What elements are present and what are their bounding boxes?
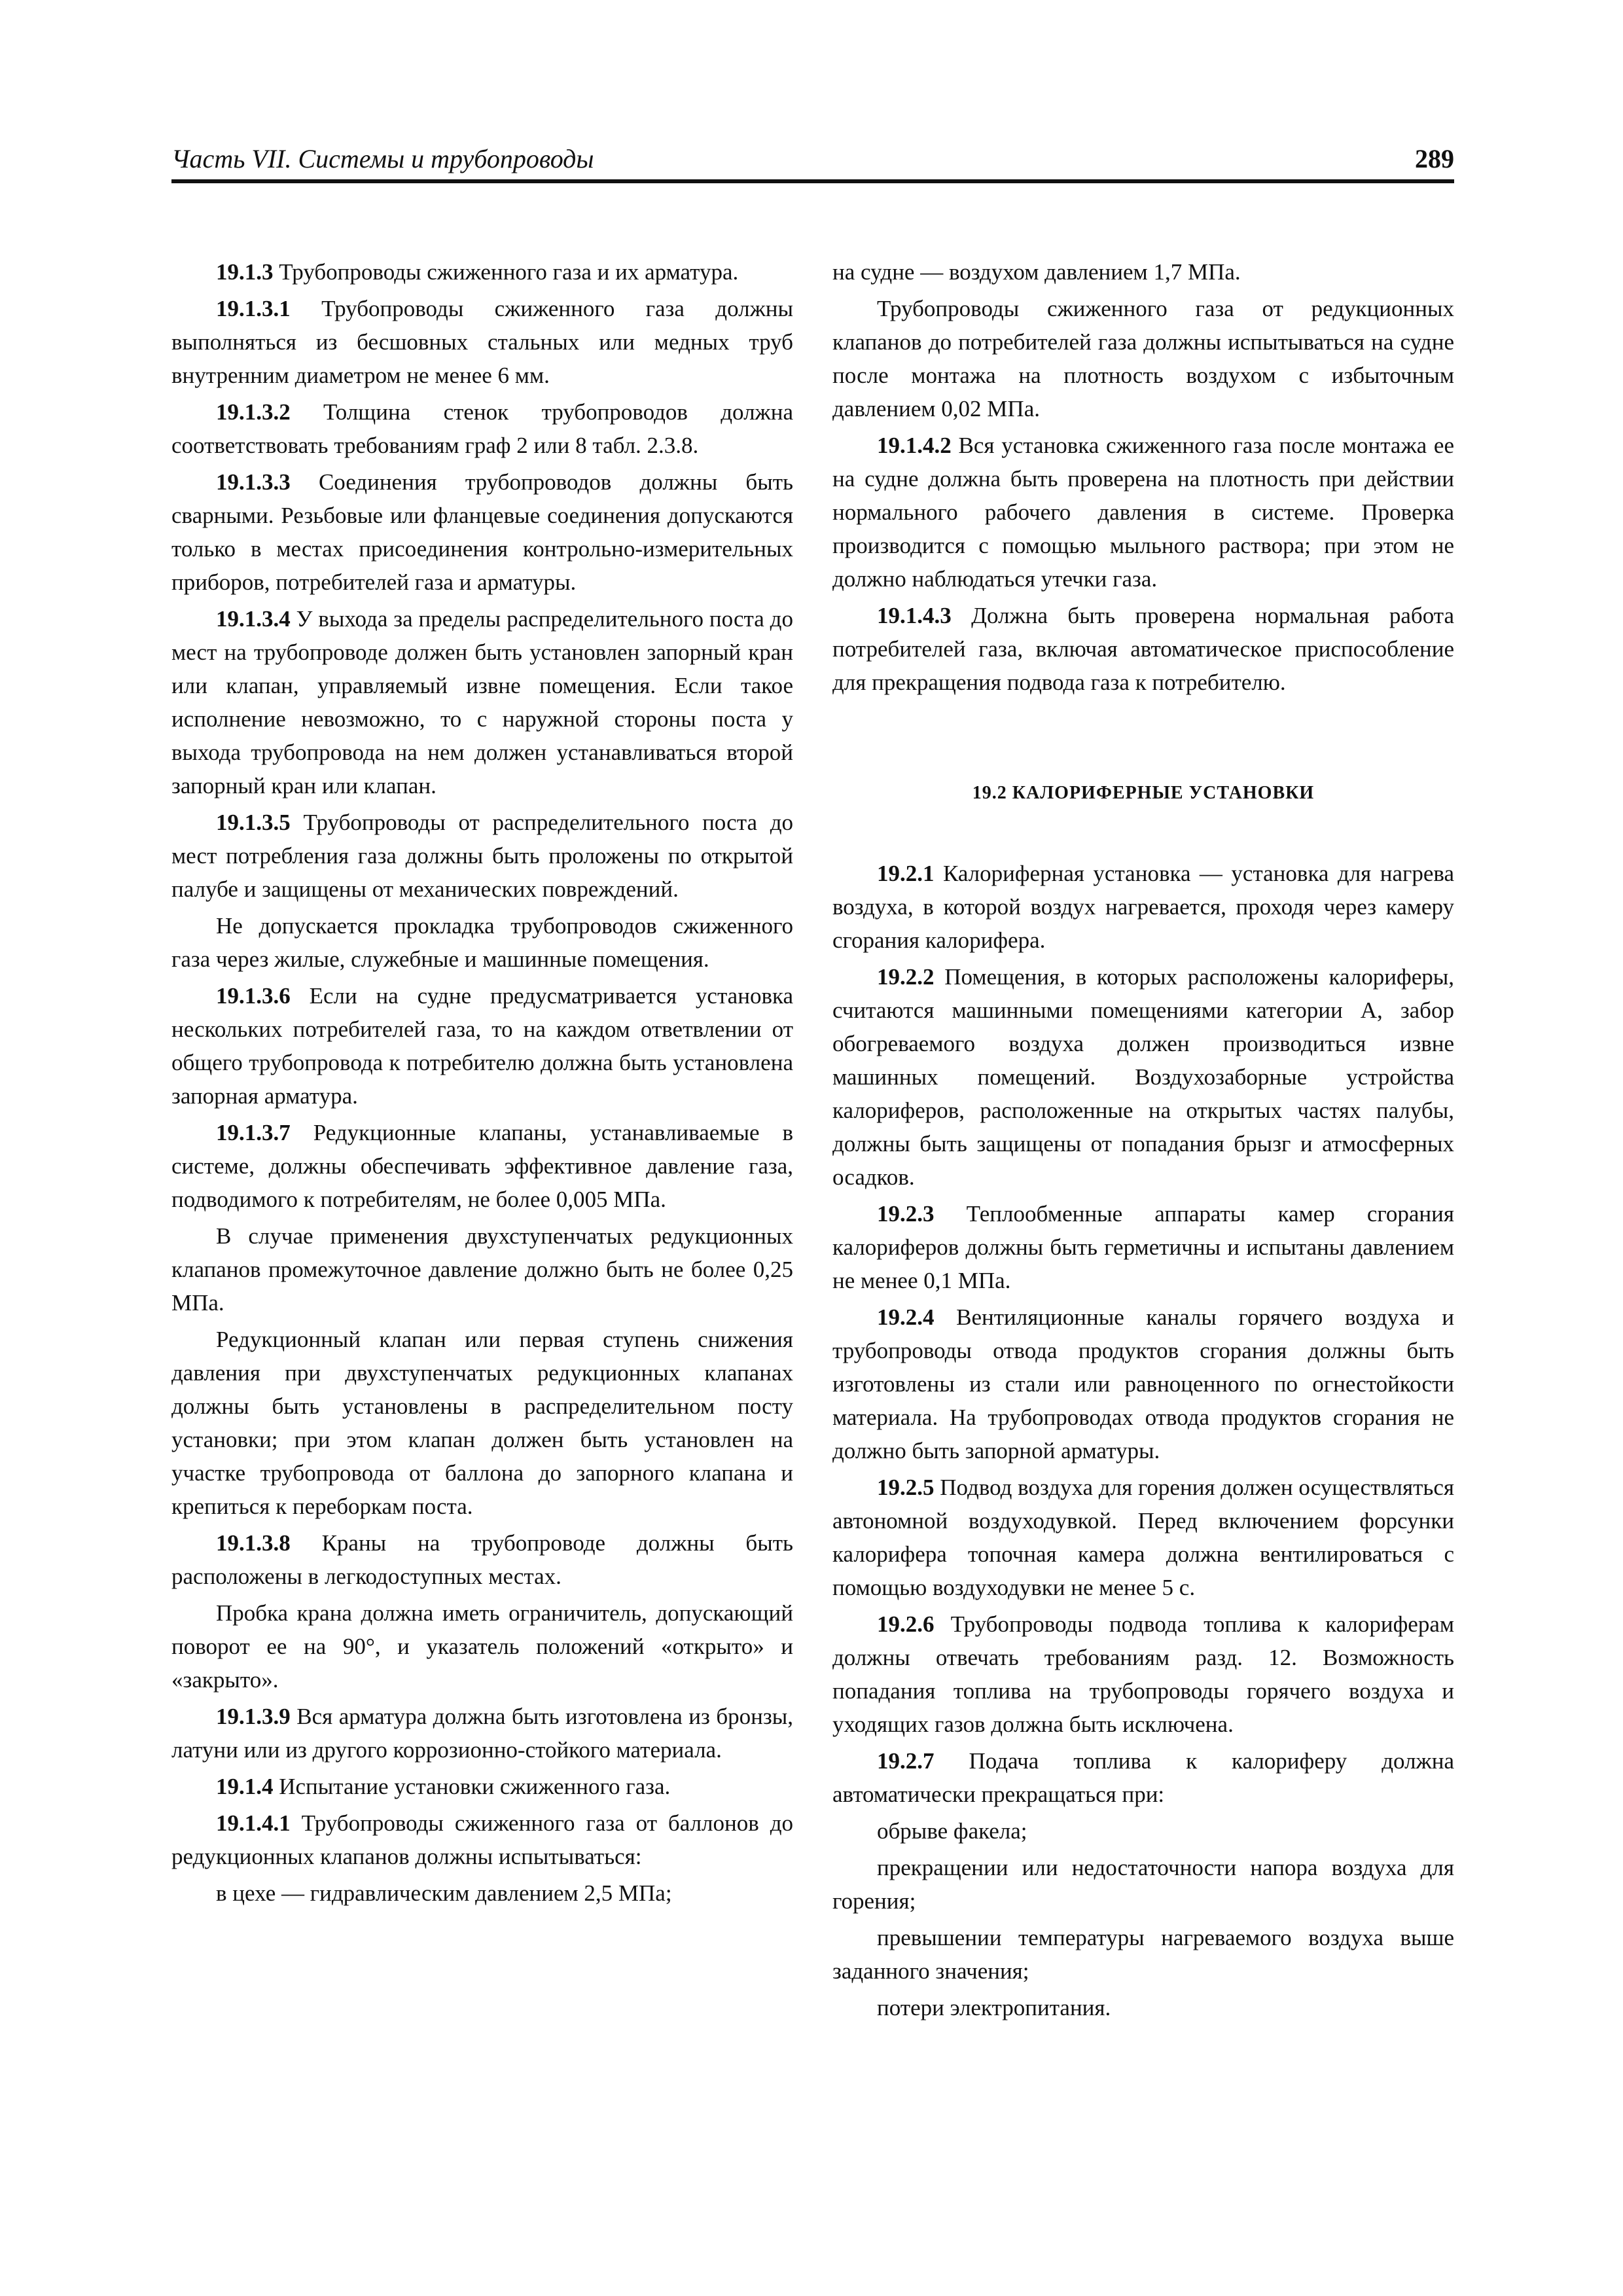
paragraph	[832, 1851, 1454, 1918]
paragraph-text: Трубопроводы сжиженного газа от баллонов до редукционных клапанов должны испытываться:	[171, 1810, 793, 1869]
paragraph	[171, 979, 793, 1113]
paragraph	[171, 255, 793, 289]
paragraph	[171, 1219, 793, 1319]
paragraph-text: Трубопроводы сжиженного газа и их арматура.	[273, 259, 739, 285]
paragraph	[832, 1197, 1454, 1297]
paragraph-text: Вся установка сжиженного газа после монтажа ее на судне должна быть проверена на плотность при действии нормального рабочего давления в системе. Проверка производится с помощью мыльного раствора; при этом не должно наблюдаться утечки газа.	[832, 433, 1454, 592]
clause-number: 19.1.4.3	[877, 603, 952, 628]
paragraph	[832, 255, 1454, 289]
paragraph-text: Трубопроводы подвода топлива к калориферам должны отвечать требованиям разд. 12. Возможность попадания топлива на трубопроводы горячего воздуха и уходящих газов должна быть исключена.	[832, 1611, 1454, 1737]
right-column	[832, 255, 1454, 2028]
paragraph	[832, 857, 1454, 957]
paragraph-text: Подача топлива к калориферу должна автоматически прекращаться при:	[832, 1748, 1454, 1807]
paragraph	[171, 1323, 793, 1523]
paragraph	[832, 960, 1454, 1194]
paragraph-text: Подвод воздуха для горения должен осуществляться автономной воздуходувкой. Перед включением форсунки калорифера топочная камера должна вентилироваться с помощью воздуходувки не менее 5 с.	[832, 1475, 1454, 1600]
paragraph-text: Редукционный клапан или первая ступень снижения давления при двухступенчатых редукционных клапанах должны быть установлены в распределительном посту установки; при этом клапан должен быть установлен на участке трубопровода от баллона до запорного клапана и крепиться к переборкам поста.	[171, 1327, 793, 1519]
left-column	[171, 255, 793, 1913]
paragraph	[171, 292, 793, 392]
paragraph-text: Если на судне предусматривается установка нескольких потребителей газа, то на каждом ответвлении от общего трубопровода к потребителю должна быть установлена запорная арматура.	[171, 983, 793, 1109]
clause-number: 19.1.3.8	[216, 1530, 291, 1556]
paragraph	[171, 1116, 793, 1216]
paragraph-text: Краны на трубопроводе должны быть расположены в легкодоступных местах.	[171, 1530, 793, 1589]
page-number: 289	[1415, 144, 1454, 173]
clause-number: 19.1.3	[216, 259, 274, 285]
paragraph-text: в цехе — гидравлическим давлением 2,5 МПа;	[216, 1880, 672, 1906]
clause-number: 19.1.4.2	[877, 433, 952, 458]
paragraph	[171, 909, 793, 976]
clause-number: 19.2.5	[877, 1475, 935, 1500]
paragraph-text: Пробка крана должна иметь ограничитель, допускающий поворот ее на 90°, и указатель положений «открыто» и «закрыто».	[171, 1600, 793, 1693]
clause-number: 19.1.3.4	[216, 606, 291, 632]
paragraph-text: Калориферная установка — установка для нагрева воздуха, в которой воздух нагревается, проходя через камеру сгорания калорифера.	[832, 861, 1454, 953]
paragraph-text: прекращении или недостаточности напора воздуха для горения;	[832, 1855, 1454, 1914]
right-column-top	[832, 255, 1454, 699]
paragraph-text: Испытание установки сжиженного газа.	[273, 1774, 671, 1799]
paragraph-text: обрыве факела;	[877, 1818, 1027, 1844]
paragraph-text: У выхода за пределы распределительного поста до мест на трубопроводе должен быть установлен запорный кран или клапан, управляемый извне помещения. Если такое исполнение невозможно, то с наружной стороны поста у выхода трубопровода на нем должен устанавливаться второй запорный кран или клапан.	[171, 606, 793, 798]
paragraph-text: Помещения, в которых расположены калориферы, считаются машинными помещениями категории А, забор обогреваемого воздуха должен производиться извне машинных помещений. Воздухозаборные устройства калориферов, расположенные на открытых частях палубы, должны быть защищены от попадания брызг и атмосферных осадков.	[832, 964, 1454, 1190]
paragraph-text: Редукционные клапаны, устанавливаемые в системе, должны обеспечивать эффективное давление газа, подводимого к потребителям, не более 0,005 МПа.	[171, 1120, 793, 1212]
paragraph-text: Толщина стенок трубопроводов должна соответствовать требованиям граф 2 или 8 табл. 2.3.8.	[171, 399, 793, 458]
paragraph-text: Теплообменные аппараты камер сгорания калориферов должны быть герметичны и испытаны давлением не менее 0,1 МПа.	[832, 1201, 1454, 1293]
paragraph-text: Не допускается прокладка трубопроводов сжиженного газа через жилые, служебные и машинные помещения.	[171, 913, 793, 972]
paragraph-text: превышении температуры нагреваемого воздуха выше заданного значения;	[832, 1925, 1454, 1984]
paragraph-text: Трубопроводы от распределительного поста до мест потребления газа должны быть проложены по открытой палубе и защищены от механических повреждений.	[171, 810, 793, 902]
clause-number: 19.1.4	[216, 1774, 274, 1799]
clause-number: 19.1.3.7	[216, 1120, 291, 1145]
clause-number: 19.2.3	[877, 1201, 935, 1227]
clause-number: 19.2.2	[877, 964, 935, 990]
paragraph	[171, 602, 793, 802]
header-title: Часть VII. Системы и трубопроводы	[171, 144, 594, 173]
section-title: 19.2 КАЛОРИФЕРНЫЕ УСТАНОВКИ	[972, 783, 1315, 803]
paragraph-text: на судне — воздухом давлением 1,7 МПа.	[832, 259, 1241, 285]
paragraph	[171, 1596, 793, 1696]
clause-number: 19.1.3.3	[216, 469, 291, 495]
clause-number: 19.2.6	[877, 1611, 935, 1637]
clause-number: 19.2.4	[877, 1304, 935, 1330]
clause-number: 19.2.7	[877, 1748, 935, 1774]
paragraph	[171, 1770, 793, 1803]
paragraph-text: Трубопроводы сжиженного газа должны выполняться из бесшовных стальных или медных труб внутренним диаметром не менее 6 мм.	[171, 296, 793, 388]
page-header	[171, 143, 1454, 183]
paragraph	[171, 1876, 793, 1910]
paragraph-text: Вентиляционные каналы горячего воздуха и трубопроводы отвода продуктов сгорания должны быть изготовлены из стали или равноценного по огнестойкости материала. На трубопроводах отвода продуктов сгорания не должно быть запорной арматуры.	[832, 1304, 1454, 1463]
paragraph	[832, 599, 1454, 699]
paragraph	[171, 806, 793, 906]
paragraph	[832, 1814, 1454, 1848]
paragraph	[171, 395, 793, 462]
clause-number: 19.1.3.1	[216, 296, 291, 321]
paragraph	[832, 1607, 1454, 1741]
clause-number: 19.1.3.2	[216, 399, 291, 425]
right-column-bottom	[832, 857, 1454, 2024]
paragraph	[832, 1744, 1454, 1811]
paragraph	[171, 1806, 793, 1873]
paragraph	[832, 1471, 1454, 1604]
paragraph-text: Вся арматура должна быть изготовлена из бронзы, латуни или из другого коррозионно-стойкого материала.	[171, 1704, 793, 1763]
paragraph-text: В случае применения двухступенчатых редукционных клапанов промежуточное давление должно быть не более 0,25 МПа.	[171, 1223, 793, 1316]
paragraph	[832, 1921, 1454, 1988]
clause-number: 19.1.3.6	[216, 983, 291, 1009]
paragraph-text: Должна быть проверена нормальная работа потребителей газа, включая автоматическое приспособление для прекращения подвода газа к потребителю.	[832, 603, 1454, 695]
paragraph	[171, 1700, 793, 1767]
paragraph	[832, 1300, 1454, 1467]
paragraph-text: Соединения трубопроводов должны быть сварными. Резьбовые или фланцевые соединения допускаются только в местах присоединения контрольно-измерительных приборов, потребителей газа и арматуры.	[171, 469, 793, 595]
paragraph-text: Трубопроводы сжиженного газа от редукционных клапанов до потребителей газа должны испытываться на судне после монтажа на плотность воздухом с избыточным давлением 0,02 МПа.	[832, 296, 1454, 422]
paragraph	[171, 1526, 793, 1593]
paragraph	[832, 292, 1454, 425]
paragraph	[171, 465, 793, 599]
paragraph	[832, 1991, 1454, 2024]
clause-number: 19.1.4.1	[216, 1810, 291, 1836]
clause-number: 19.1.3.5	[216, 810, 291, 835]
clause-number: 19.1.3.9	[216, 1704, 291, 1729]
paragraph	[832, 429, 1454, 596]
paragraph-text: потери электропитания.	[877, 1995, 1111, 2020]
clause-number: 19.2.1	[877, 861, 935, 886]
